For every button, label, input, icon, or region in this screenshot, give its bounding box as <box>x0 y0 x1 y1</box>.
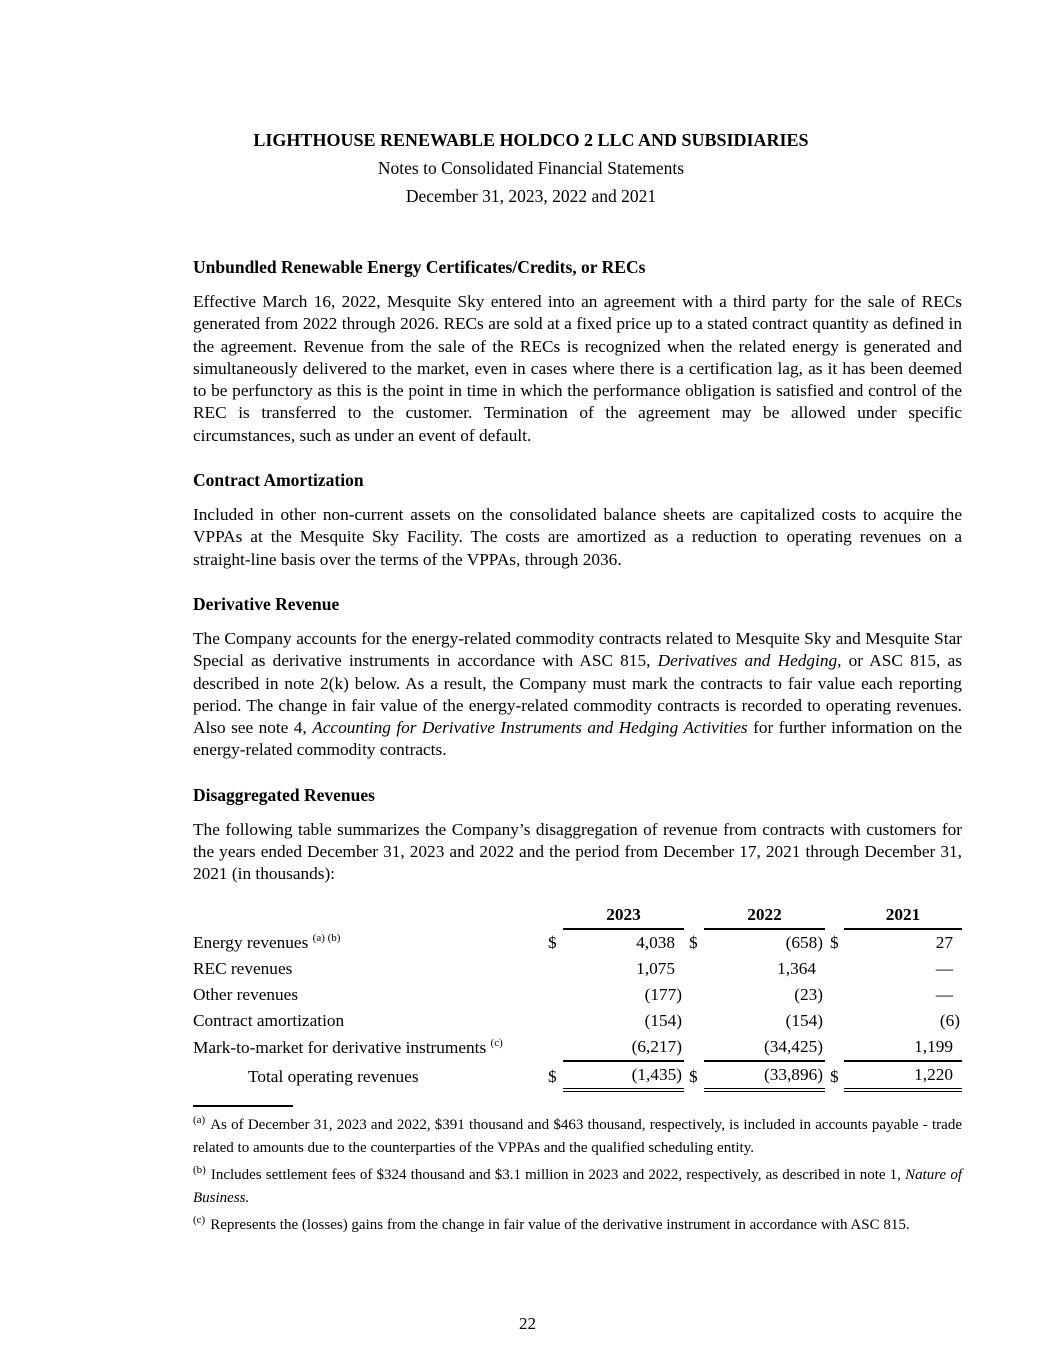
cell-value: — <box>935 984 953 1004</box>
cell-value: 1,075 <box>636 958 675 978</box>
cell-value: 4,038 <box>636 932 675 952</box>
currency-spacer <box>825 1034 844 1061</box>
footnote-ref: (c) <box>490 1036 503 1049</box>
paragraph-derivative-revenue <box>193 628 962 762</box>
row-label <box>193 929 543 956</box>
row-label-text: Contract amortization <box>193 1010 345 1030</box>
section-heading-contract-amortization: Contract Amortization <box>193 470 364 491</box>
column-header-2022: 2022 <box>704 902 825 929</box>
cell-value: (1,435) <box>563 1061 684 1090</box>
table-row-contract-amortization <box>193 1008 962 1034</box>
text-segment: or ASC 815, as described in note 2(k) below. As a result, the Company must mark the contracts to fair value each reporting period. The change in fair value of the energy-related commodity contracts is recorded to operating revenues. Also see note 4, <box>193 651 962 738</box>
cell-value: 1,364 <box>777 958 816 978</box>
footnote-c <box>193 1214 962 1238</box>
cell-value: 27 <box>935 932 953 952</box>
currency-spacer <box>825 1008 844 1034</box>
cell-value: (154) <box>785 1010 823 1030</box>
header-spacer <box>825 902 844 929</box>
currency-spacer <box>543 982 563 1008</box>
footnote-text-italic: Nature of Business. <box>193 1166 962 1207</box>
row-label-text: Energy revenues <box>193 932 309 952</box>
currency-symbol: $ <box>689 932 698 952</box>
footnote-marker: (c) <box>193 1213 206 1226</box>
currency-symbol: $ <box>548 932 557 952</box>
paragraph-recs: Effective March 16, 2022, Mesquite Sky entered into an agreement with a third party for the sale of RECs generated from 2022 through 2026. RECs are sold at a fixed price up to a stated contract quantity as defined in the agreement. Revenue from the sale of the RECs is recognized when the related energy is generated and simultaneously delivered to the market, even in cases where there is a certification lag, as it has been deemed to be perfunctory as this is the point in time in which the performance obligation is satisfied and control of the REC is transferred to the customer. Termination of the agreement may be allowed under specific circumstances, such as under an event of default. <box>193 292 962 445</box>
footnote-text: Represents the (losses) gains from the change in fair value of the derivative instrument in accordance with ASC 815. <box>210 1216 910 1233</box>
cell-value: (6,217) <box>563 1034 684 1061</box>
cell-value: 1,199 <box>844 1034 962 1061</box>
document-body <box>193 256 962 1237</box>
text-segment: The Company accounts for the energy-related commodity contracts related to Mesquite Sky and Mesquite Star Special as derivative instruments in accordance with ASC 815, <box>193 628 962 671</box>
row-label <box>193 956 543 982</box>
page-number: 22 <box>519 1314 536 1333</box>
currency-spacer <box>825 956 844 982</box>
currency-spacer <box>684 982 704 1008</box>
currency-symbol: $ <box>689 1066 698 1086</box>
footnote-marker: (a) <box>193 1113 206 1126</box>
header-spacer <box>193 902 543 929</box>
row-label-text: REC revenues <box>193 958 293 978</box>
currency-spacer <box>543 1034 563 1061</box>
row-label <box>193 1008 543 1034</box>
disaggregated-revenues-table <box>193 902 962 1092</box>
currency-spacer <box>684 1008 704 1034</box>
section-heading-disaggregated-revenues: Disaggregated Revenues <box>193 784 375 805</box>
document-subtitle: Notes to Consolidated Financial Statements <box>377 158 685 178</box>
cell-value: — <box>935 958 953 978</box>
footnote-marker: (b) <box>193 1163 206 1176</box>
currency-symbol: $ <box>548 1066 557 1086</box>
row-label-text: Mark-to-market for derivative instruments <box>193 1037 487 1057</box>
currency-symbol: $ <box>830 1066 839 1086</box>
section-heading-derivative-revenue: Derivative Revenue <box>193 593 340 614</box>
document-title: LIGHTHOUSE RENEWABLE HOLDCO 2 LLC AND SUBSIDIARIES <box>253 130 809 150</box>
footnote-b <box>193 1164 962 1211</box>
footnote-text: As of December 31, 2023 and 2022, $391 thousand and $463 thousand, respectively, is included in accounts payable - trade related to amounts due to the counterparties of the VPPAs and the qualified scheduling entity. <box>193 1116 962 1157</box>
cell-value: (177) <box>644 984 682 1004</box>
cell-value: (34,425) <box>704 1034 825 1061</box>
cell-value: (33,896) <box>704 1061 825 1090</box>
document-date-line: December 31, 2023, 2022 and 2021 <box>405 186 657 206</box>
table-row-energy-revenues <box>193 929 962 956</box>
text-segment-italic: Derivatives and Hedging, <box>657 651 842 671</box>
section-heading-recs: Unbundled Renewable Energy Certificates/Credits, or RECs <box>193 257 646 277</box>
footnote-separator <box>193 1105 293 1107</box>
column-header-2023: 2023 <box>563 902 684 929</box>
paragraph-contract-amortization: Included in other non-current assets on the consolidated balance sheets are capitalized costs to acquire the VPPAs at the Mesquite Sky Facility. The costs are amortized as a reduction to operating revenues on a straight-line basis over the terms of the VPPAs, through 2036. <box>193 505 962 569</box>
text-segment: for further information on the energy-related commodity contracts. <box>193 718 962 760</box>
currency-spacer <box>543 956 563 982</box>
table-row-other-revenues <box>193 982 962 1008</box>
currency-spacer <box>825 982 844 1008</box>
table-row-rec-revenues <box>193 956 962 982</box>
column-header-2021: 2021 <box>844 902 962 929</box>
footnote-text: Includes settlement fees of $324 thousand and $3.1 million in 2023 and 2022, respectively, as described in note 1, <box>210 1166 906 1183</box>
header-spacer <box>543 902 563 929</box>
paragraph-disaggregated-revenues: The following table summarizes the Company’s disaggregation of revenue from contracts with customers for the years ended December 31, 2023 and 2022 and the period from December 17, 2021 through December 31, 2021 (in thousands): <box>193 819 962 884</box>
footnote-a <box>193 1114 962 1161</box>
header-spacer <box>684 902 704 929</box>
currency-spacer <box>543 1008 563 1034</box>
row-label <box>193 1061 543 1090</box>
footnote-ref: (a) (b) <box>312 931 341 944</box>
text-segment-italic: Accounting for Derivative Instruments and Hedging Activities <box>312 718 748 738</box>
cell-value: 1,220 <box>844 1061 962 1090</box>
table-row-total-operating-revenues <box>193 1061 962 1090</box>
cell-value: (658) <box>785 932 823 952</box>
row-label-text: Other revenues <box>193 984 299 1004</box>
currency-symbol: $ <box>830 932 839 952</box>
currency-spacer <box>684 956 704 982</box>
row-label <box>193 982 543 1008</box>
document-header <box>193 126 869 210</box>
table-header-row <box>193 902 962 929</box>
table-row-mark-to-market <box>193 1034 962 1061</box>
currency-spacer <box>684 1034 704 1061</box>
row-label-text: Total operating revenues <box>248 1066 419 1086</box>
row-label <box>193 1034 543 1061</box>
cell-value: (23) <box>794 984 823 1004</box>
cell-value: (154) <box>644 1010 682 1030</box>
cell-value: (6) <box>939 1010 960 1030</box>
